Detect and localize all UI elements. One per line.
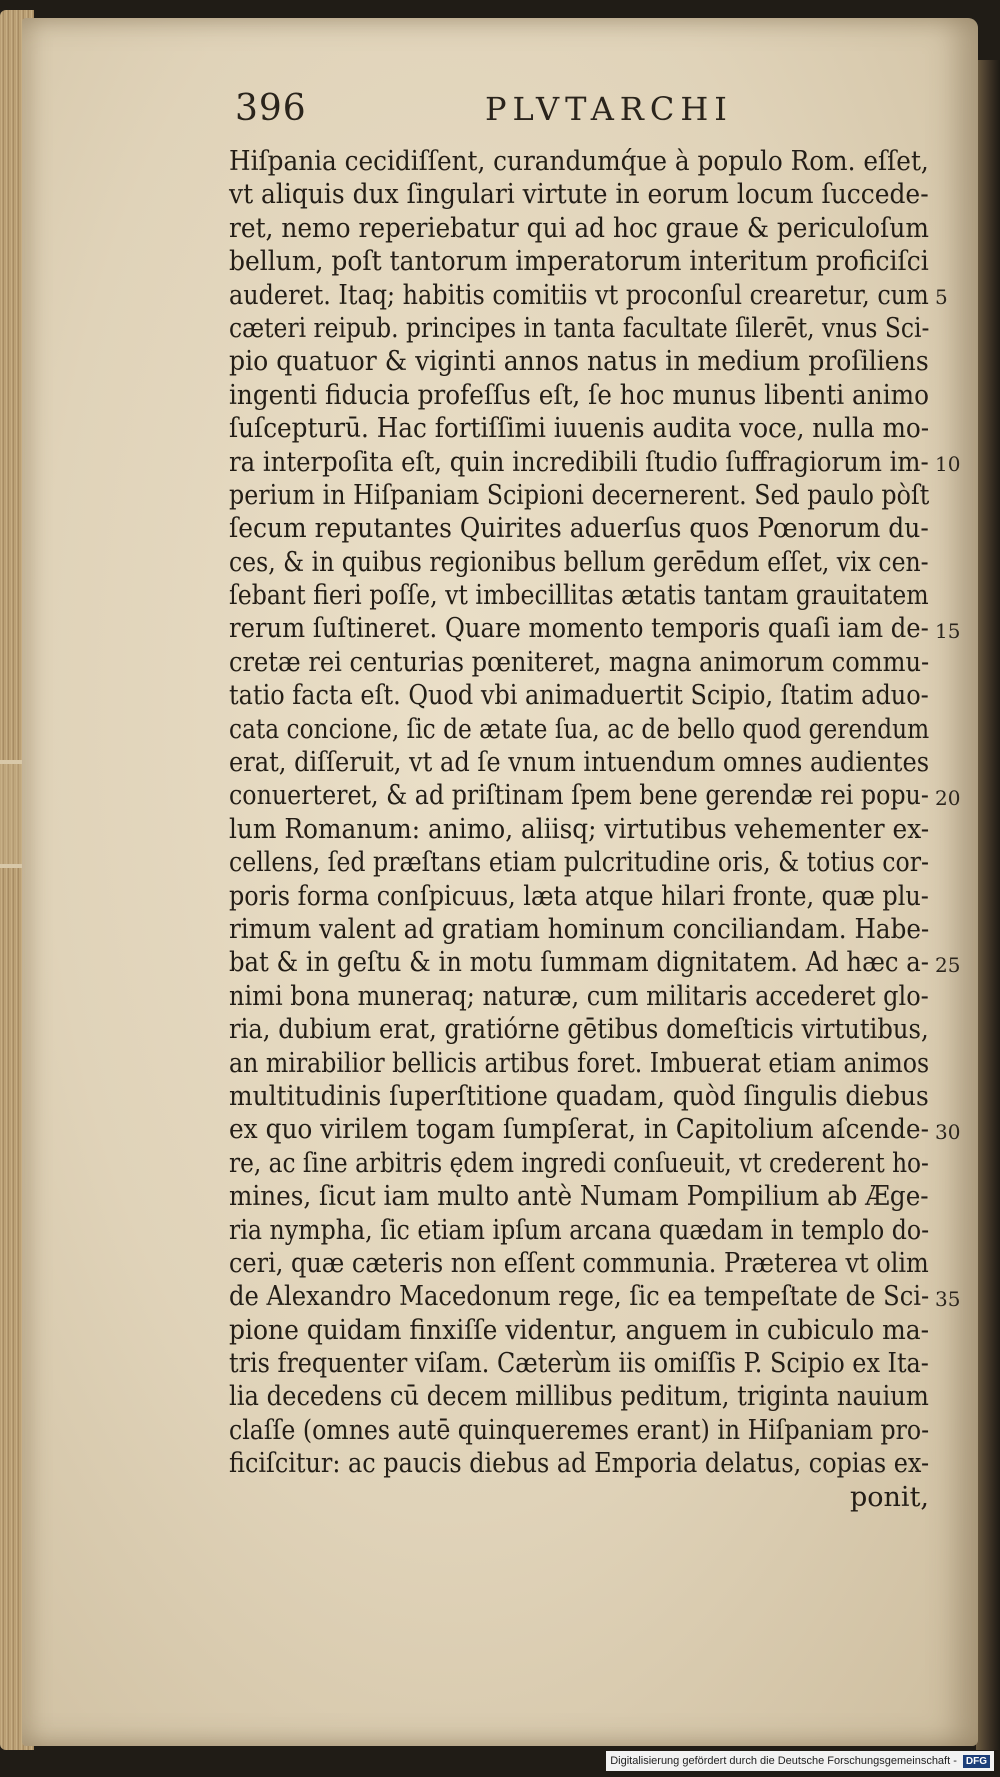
text-line: cata concione, ſic de ætate ſua, ac de bello quod gerendum <box>229 713 930 745</box>
text-line: claſſe (omnes autē quinqueremes erant) in Hiſpaniam pro- <box>229 1414 930 1446</box>
page-number: 396 <box>235 88 307 129</box>
margin-line-number: 10 <box>935 451 961 476</box>
text-line: cellens, ſed præſtans etiam pulcritudine oris, & totius cor- <box>229 847 930 879</box>
text-line: ces, & in quibus regionibus bellum gerēdum eſſet, vix cen- <box>229 546 929 578</box>
text-line: lia decedens cū decem millibus peditum, triginta nauium <box>229 1381 929 1413</box>
text-line: poris forma conſpicuus, læta atque hilari fronte, quæ plu- <box>229 880 929 912</box>
dfg-logo: DFG <box>963 1755 990 1768</box>
margin-line-number: 25 <box>935 952 961 977</box>
text-line: lum Romanum: animo, aliisq; virtutibus vehementer ex- <box>229 813 930 845</box>
running-head: PLVTARCHI <box>485 90 733 128</box>
text-line: ret, nemo reperiebatur qui ad hoc graue & periculoſum <box>229 212 929 244</box>
text-line: ingenti fiducia profeſſus eſt, ſe hoc munus libenti animo <box>229 379 929 411</box>
text-line: pione quidam finxiſſe videntur, anguem in cubiculo ma- <box>229 1314 930 1346</box>
text-line: erat, diſſeruit, vt ad ſe vnum intuendum omnes audientes <box>229 747 930 779</box>
text-line: auderet. Itaq; habitis comitiis vt proconſul crearetur, cum <box>229 279 929 311</box>
text-line: an mirabilior bellicis artibus foret. Imbuerat etiam animos <box>229 1047 930 1079</box>
text-line: rimum valent ad gratiam hominum conciliandam. Habe- <box>229 913 930 945</box>
text-line: re, ac ſine arbitris ędem ingredi conſueuit, vt crederent ho- <box>229 1147 929 1179</box>
text-line: multitudinis ſuperſtitione quadam, quòd ſingulis diebus <box>229 1080 929 1112</box>
text-line: cæteri reipub. principes in tanta facultate ſilerēt, vnus Sci- <box>229 312 930 344</box>
catchword: ponit, <box>850 1481 929 1513</box>
body-text <box>229 145 929 1514</box>
text-line: de Alexandro Macedonum rege, ſic ea tempeſtate de Sci- <box>229 1281 930 1313</box>
margin-line-number: 5 <box>935 284 948 309</box>
footer-credit: Digitalisierung gefördert durch die Deutsche Forschungsgemeinschaft - <box>610 1755 957 1767</box>
text-line: ſuſcepturū. Hac fortiſſimi iuuenis audita voce, nulla mo- <box>229 413 930 445</box>
book-page-edges-right <box>976 60 1000 1750</box>
text-line: ceri, quæ cæteris non eſſent communia. Præterea vt olim <box>229 1247 929 1279</box>
margin-line-number: 15 <box>935 618 961 643</box>
text-line: mines, ſicut iam multo antè Numam Pompilium ab Æge- <box>229 1181 929 1213</box>
text-line: perium in Hiſpaniam Scipioni decernerent. Sed paulo pòſt <box>229 479 930 511</box>
text-line: nimi bona muneraq; naturæ, cum militaris accederet glo- <box>229 980 929 1012</box>
margin-line-number: 30 <box>935 1119 961 1144</box>
text-line: bellum, poſt tantorum imperatorum interitum proficiſci <box>229 246 929 278</box>
text-line: ficiſcitur: ac paucis diebus ad Emporia delatus, copias ex- <box>229 1448 930 1480</box>
text-line: Hiſpania cecidiſſent, curandumq́ue à populo Rom. eſſet, <box>229 146 929 177</box>
text-line: vt aliquis dux ſingulari virtute in eorum locum ſuccede- <box>229 179 929 211</box>
text-line: tris frequenter viſam. Cæterùm iis omiſſis P. Scipio ex Ita- <box>229 1348 929 1380</box>
text-line: rerum ſuſtineret. Quare momento temporis quaſi iam de- <box>229 613 929 645</box>
text-line: ſebant fieri poſſe, vt imbecillitas ætatis tantam grauitatem <box>229 580 929 612</box>
margin-line-number: 20 <box>935 785 961 810</box>
text-line: bat & in geſtu & in motu ſummam dignitatem. Ad hæc a- <box>229 947 929 979</box>
text-line: pio quatuor & viginti annos natus in medium proſiliens <box>229 346 929 378</box>
margin-line-number: 35 <box>935 1286 961 1311</box>
text-line: conuerteret, & ad priſtinam ſpem bene gerendæ rei popu- <box>229 780 929 812</box>
text-line: ra interpoſita eſt, quin incredibili ſtudio ſuffragiorum im- <box>229 446 929 478</box>
text-line: ſecum reputantes Quirites aduerſus quos Pœnorum du- <box>229 513 929 545</box>
text-line: tatio facta eſt. Quod vbi animaduertit Scipio, ſtatim aduo- <box>229 680 929 712</box>
text-line: ex quo virilem togam ſumpſerat, in Capitolium aſcende- <box>229 1114 929 1146</box>
text-line: ria nympha, ſic etiam ipſum arcana quædam in templo do- <box>229 1214 930 1246</box>
text-line: ria, dubium erat, gratiórne gētibus domeſticis virtutibus, <box>229 1014 929 1046</box>
page-header <box>235 88 975 134</box>
text-line: cretæ rei centurias pœniteret, magna animorum commu- <box>229 646 930 678</box>
digitization-footer <box>606 1751 994 1771</box>
